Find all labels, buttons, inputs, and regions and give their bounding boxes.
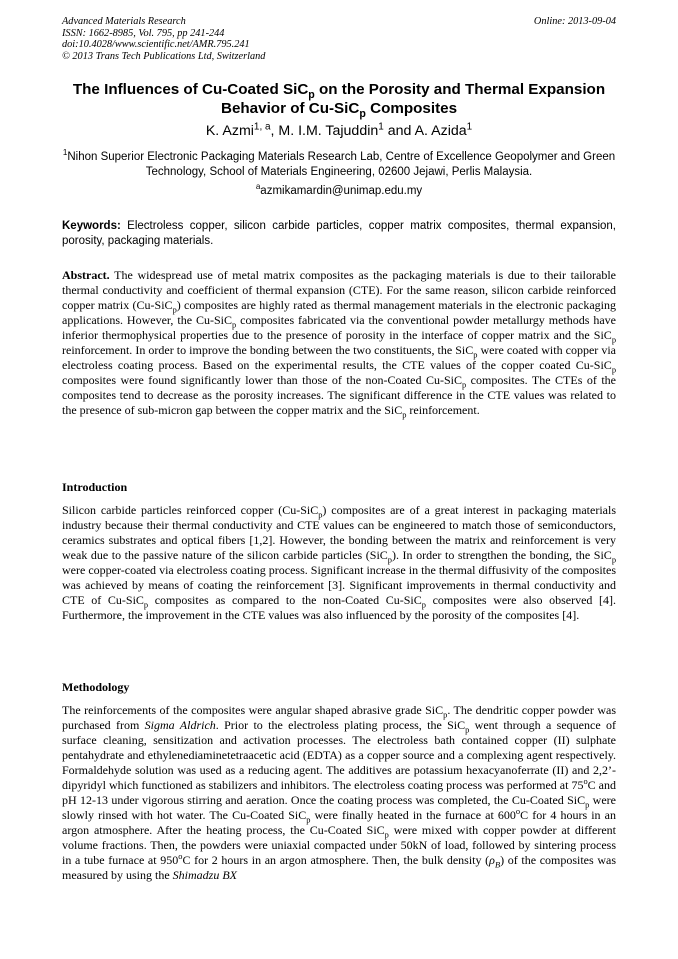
abstract-text: ) composites are highly rated as thermal management materials in the electronic packaging applications. However, the Cu-SiC bbox=[62, 298, 616, 327]
method-text: C for 4 hours in an argon atmosphere. After the heating process, the Cu-Coated SiC bbox=[62, 808, 617, 837]
sub-p: p bbox=[462, 380, 467, 390]
method-text: The reinforcements of the composites were angular shaped abrasive grade SiC bbox=[62, 703, 444, 717]
email-address: azmikamardin@unimap.edu.my bbox=[260, 185, 423, 197]
instrument-name: Shimadzu BX bbox=[172, 868, 237, 882]
sub-p: p bbox=[611, 555, 616, 565]
method-text: . The dendritic copper powder was purchased from bbox=[62, 703, 616, 732]
title-part: on the Porosity and Thermal Expansion Behavior of Cu-SiC bbox=[220, 81, 606, 117]
intro-text: Silicon carbide particles reinforced copper (Cu-SiC bbox=[62, 503, 319, 517]
intro-text: ) composites are of a great interest in packaging materials industry because their thermal conductivity and CTE values can be engineered to match those of semiconductors, ceramics substrates and optical fibers [1,2]. However, the bonding between the matrix and reinforcement is very weak due to the passive nature of the silicon carbide particles (SiC bbox=[62, 503, 616, 562]
sub-p: p bbox=[384, 830, 389, 840]
affil-text: Nihon Superior Electronic Packaging Materials Research Lab, Centre of Excellence Geopolymer and Green Technology, School of Materials Engineering, 02600 Jejawi, Perlis Malaysia. bbox=[67, 151, 616, 178]
sub-p: p bbox=[443, 710, 448, 720]
title-sub: p bbox=[308, 89, 315, 102]
email-mark: a bbox=[255, 182, 261, 192]
affiliation bbox=[62, 150, 616, 179]
sub-p: p bbox=[231, 320, 237, 330]
abstract-text: composites fabricated via the conventional powder metallurgy methods have inferior thermophysical properties due to the presence of porosity in the interface of copper matrix and the SiC bbox=[62, 313, 616, 342]
sub-p: p bbox=[143, 600, 149, 610]
copyright-line: © 2013 Trans Tech Publications Ltd, Switzerland bbox=[62, 50, 266, 62]
doi-line: doi:10.4028/www.scientific.net/AMR.795.241 bbox=[62, 39, 250, 51]
email bbox=[62, 184, 616, 199]
online-date: Online: 2013-09-04 bbox=[533, 16, 616, 27]
degree-mark: o bbox=[583, 777, 588, 786]
title-part: Composites bbox=[365, 100, 458, 117]
sub-p: p bbox=[611, 335, 616, 345]
intro-text: ). In order to strengthen the bonding, the SiC bbox=[391, 548, 612, 562]
method-text: were mixed with copper powder at different volume fractions. Then, the powders were uniaxial compacted under 50kN of load, followed by sintering process in a tube furnace at 950 bbox=[62, 823, 616, 867]
sub-p: p bbox=[473, 350, 478, 360]
intro-text: composites as compared to the non-Coated Cu-SiC bbox=[148, 593, 422, 607]
sub-p: p bbox=[421, 600, 426, 610]
intro-text: composites were also observed [4]. Furthermore, the improvement in the CTE values was also influenced by the porosity of the composites [4]. bbox=[62, 593, 617, 622]
rho-symbol: ρ bbox=[489, 853, 495, 867]
author-name: M. I.M. Tajuddin bbox=[278, 123, 379, 139]
method-text: went through a sequence of surface cleaning, sensitization and activation processes. The electroless bath contained copper (II) sulphate pentahydrate and ethylenediaminetetraacetic acid (EDTA) as a copper source and a complexing agent respectively. Formaldehyde solution was used as a reducing agent. The additives are potassium hexacyanoferrate (II) and 2,2’-dipyridyl which functioned as stabilizers and inhibitors. The electroless coating process was performed at 75 bbox=[62, 718, 616, 792]
journal-header bbox=[62, 16, 265, 62]
keywords-text: Electroless copper, silicon carbide particles, copper matrix composites, thermal expansion, porosity, packaging materials. bbox=[62, 220, 616, 247]
author-name: K. Azmi bbox=[205, 123, 254, 139]
paper-title bbox=[62, 80, 616, 121]
issn-line: ISSN: 1662-8985, Vol. 795, pp 241-244 bbox=[62, 27, 225, 39]
author-affil-mark: 1, a bbox=[253, 121, 271, 133]
introduction-body bbox=[62, 503, 616, 623]
degree-mark: o bbox=[515, 807, 521, 816]
abstract-label: Abstract. bbox=[62, 268, 110, 282]
method-text: were finally heated in the furnace at 600 bbox=[310, 808, 516, 822]
abstract-text: reinforcement. bbox=[406, 403, 480, 417]
journal-name: Advanced Materials Research bbox=[62, 16, 186, 27]
title-part: The Influences of Cu-Coated SiC bbox=[72, 81, 309, 98]
methodology-heading: Methodology bbox=[62, 680, 130, 694]
method-text: ) of the composites was measured by using the bbox=[62, 853, 617, 882]
sub-p: p bbox=[318, 510, 323, 520]
introduction-heading: Introduction bbox=[62, 480, 128, 494]
method-text: C for 2 hours in an argon atmosphere. Then, the bulk density ( bbox=[182, 853, 490, 867]
keywords-label: Keywords: bbox=[62, 220, 121, 232]
sub-p: p bbox=[611, 365, 616, 375]
sub-p: p bbox=[172, 305, 177, 315]
methodology-body bbox=[62, 703, 616, 883]
intro-text: were copper-coated via electroless coating process. Significant increase in the thermal diffusivity of the composites was achieved by means of coating the reinforcement [3]. Significant improvements in thermal conductivity and CTE of Cu-SiC bbox=[62, 563, 616, 607]
title-sub: p bbox=[359, 108, 366, 121]
author-affil-mark: 1 bbox=[466, 121, 473, 133]
method-text: C and pH 12-13 under vigorous stirring and aeration. Once the coating process was completed, the Cu-Coated SiC bbox=[62, 778, 616, 807]
supplier-name: Sigma Aldrich bbox=[144, 718, 216, 732]
author-list bbox=[62, 122, 616, 140]
rho-sub: B bbox=[494, 860, 501, 870]
abstract-text: composites were found significantly lower than those of the non-Coated Cu-SiC bbox=[62, 373, 462, 387]
sub-p: p bbox=[585, 800, 590, 810]
method-text: were slowly rinsed with hot water. The Cu-Coated SiC bbox=[62, 793, 616, 822]
author-sep: , bbox=[270, 123, 279, 139]
sub-p: p bbox=[306, 815, 311, 825]
sub-p: p bbox=[387, 555, 392, 565]
keywords bbox=[62, 219, 616, 248]
author-affil-mark: 1 bbox=[378, 121, 384, 133]
abstract bbox=[62, 268, 616, 418]
abstract-text: The widespread use of metal matrix composites as the packaging materials is due to their tailorable thermal conductivity and coefficient of thermal expansion (CTE). For the same reason, silicon carbide reinforced copper matrix (Cu-SiC bbox=[62, 268, 616, 312]
abstract-text: reinforcement. In order to improve the bonding between the two constituents, the SiC bbox=[62, 343, 474, 357]
sub-p: p bbox=[402, 410, 407, 420]
degree-mark: o bbox=[178, 852, 183, 861]
author-sep: and bbox=[383, 123, 415, 139]
author-name: A. Azida bbox=[414, 123, 467, 139]
abstract-text: composites. The CTEs of the composites tend to decrease as the porosity increases. The significant difference in the CTE values was related to the presence of sub-micron gap between the copper matrix and the SiC bbox=[62, 373, 616, 417]
affil-mark: 1 bbox=[62, 148, 68, 158]
method-text: . Prior to the electroless plating process, the SiC bbox=[215, 718, 466, 732]
abstract-text: were coated with copper via electroless coating process. Based on the experimental results, the CTE values of the copper coated Cu-SiC bbox=[62, 343, 616, 372]
sub-p: p bbox=[465, 725, 470, 735]
